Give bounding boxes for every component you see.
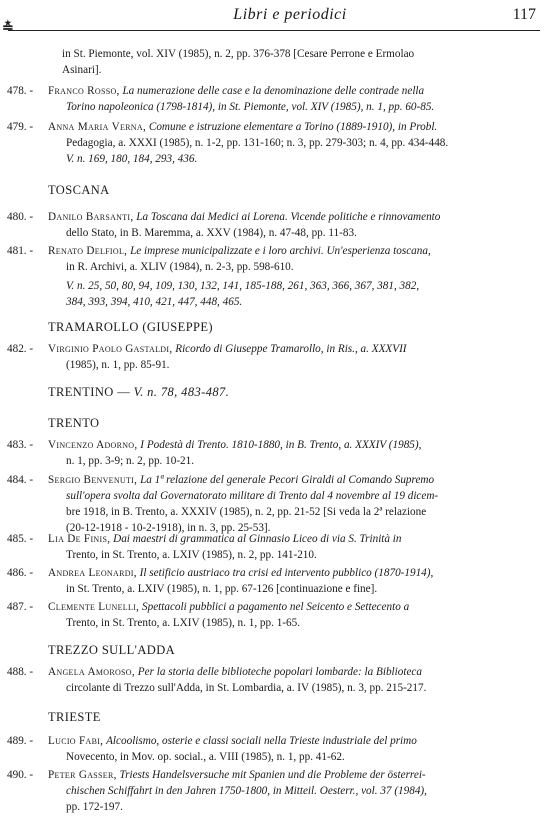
entry-number: 482. - [7,343,34,355]
entry-line: Trento, in St. Trento, a. LXIV (1985), n. 1, pp. 1-65. [66,617,301,629]
entry-line: Asinari]. [62,64,102,76]
entry-number: 483. - [7,439,34,451]
entry-line: Torino napoleonica (1798-1814), in St. Piemonte, vol. XIV (1985), n. 1, pp. 60-85. [66,101,435,113]
entry-line: Il setificio austriaco tra crisi ed intervento pubblico (1870-1914), [139,567,434,579]
entry-author: Clemente Lunelli, [48,601,140,613]
see-also: 384, 393, 394, 410, 421, 447, 448, 465. [66,296,243,308]
entry-line: (1985), n. 1, pp. 85-91. [66,359,170,371]
entry-line: (20-12-1918 - 10-2-1918), in n. 3, pp. 25-53]. [66,522,271,534]
entry-number: 487. - [7,601,34,613]
section-heading-trieste: TRIESTE [48,710,101,724]
entry-author: Sergio Benvenuti, [48,474,138,486]
entry-line: in St. Trento, a. LXIV (1985), n. 1, pp. 67-126 [continuazione e fine]. [66,583,378,595]
entry-author: Peter Gasser, [48,769,117,781]
entry-number: 481. - [7,245,34,257]
entry-line: Spettacoli pubblici a pagamento nel Seicento e Settecento a [142,601,410,613]
margin-mark: ≛ [2,21,14,36]
entry-line: La numerazione delle case e la denominazione delle contrade nella [122,85,425,97]
entry-line: Le imprese municipalizzate e i loro archivi. Un'esperienza toscana, [130,245,431,257]
entry-line: I Podestà di Trento. 1810-1880, in B. Trento, a. XXXIV (1985), [140,439,422,451]
entry-number: 486. - [7,567,34,579]
entry-line: bre 1918, in B. Trento, a. XXXIV (1985), n. 2, pp. 21-52 [Si veda la 2ª relazione [66,506,427,518]
see-also: V. n. 25, 50, 80, 94, 109, 130, 132, 141, 185-188, 261, 363, 366, 367, 381, 382, [66,280,420,292]
entry-line: La Toscana dai Medici ai Lorena. Vicende politiche e rinnovamento [136,211,441,223]
see-also: V. n. 78, 483-487. [133,385,230,399]
entry-line: sull'opera svolta dal Governatorato militare di Trento dal 4 novembre al 19 dicem- [66,490,439,502]
entry-author: Renato Delfiol, [48,245,128,257]
entry-line: circolante di Trezzo sull'Adda, in St. Lombardia, a. IV (1985), n. 3, pp. 215-217. [66,682,427,694]
entry-author: Lucio Fabi, [48,735,104,747]
entry-author: Andrea Leonardi, [48,567,137,579]
entry-number: 488. - [7,666,34,678]
entry-number: 478. - [7,85,34,97]
entry-line: Trento, in St. Trento, a. LXIV (1985), n. 2, pp. 141-210. [66,549,317,561]
entry-line: Per la storia delle biblioteche popolari lombarde: la Biblioteca [137,666,422,678]
entry-line: La 1ª relazione del generale Pecori Giraldi al Comando Supremo [140,474,435,486]
entry-line: Alcoolismo, osterie e classi sociali nella Trieste industriale del primo [106,735,417,747]
entry-author: Virginio Paolo Gastaldi, [48,343,173,355]
section-heading-toscana: TOSCANA [48,183,110,197]
entry-line: n. 1, pp. 3-9; n. 2, pp. 10-21. [66,455,195,467]
entry-author: Angela Amoroso, [48,666,135,678]
entry-author: Danilo Barsanti, [48,211,134,223]
entry-line: Comune e istruzione elementare a Torino (1889-1910), in Probl. [148,121,438,133]
section-heading-trentino [48,385,229,400]
entry-number: 489. - [7,735,34,747]
entry-author: Vincenzo Adorno, [48,439,138,451]
entry-number: 484. - [7,474,34,486]
section-heading-trento: TRENTO [48,416,100,430]
entry-line: Pedagogia, a. XXXI (1985), n. 1-2, pp. 131-160; n. 3, pp. 279-303; n. 4, pp. 434-448. [66,137,449,149]
section-label: TRENTINO — [48,385,131,399]
entry-number: 480. - [7,211,34,223]
running-title: Libri e periodici [233,6,347,23]
entry-line: Triests Handelsversuche mit Spanien und die Probleme der österrei- [119,769,426,781]
entry-line: pp. 172-197. [66,801,123,813]
entry-line: Ricordo di Giuseppe Tramarollo, in Ris., a. XXXVII [175,343,407,355]
entry-author: Lia De Finis, [48,533,111,545]
entry-line: dello Stato, in B. Maremma, a. XXV (1984), n. 47-48, pp. 11-83. [66,227,357,239]
entry-number: 479. - [7,121,34,133]
entry-author: Anna Maria Verna, [48,121,147,133]
entry-line: chischen Schiffahrt in den Jahren 1750-1800, in Mitteil. Oesterr., vol. 37 (1984), [66,785,427,797]
see-also: V. n. 169, 180, 184, 293, 436. [66,153,198,165]
entry-line: Dai maestri di grammatica al Ginnasio Liceo di via S. Trinità in [113,533,402,545]
page-number: 117 [512,6,536,23]
section-heading-tramarollo: TRAMAROLLO (GIUSEPPE) [48,320,213,334]
entry-line: in St. Piemonte, vol. XIV (1985), n. 2, pp. 376-378 [Cesare Perrone e Ermolao [62,48,415,60]
entry-author: Franco Rosso, [48,85,120,97]
entry-number: 485. - [7,533,34,545]
entry-line: in R. Archivi, a. XLIV (1984), n. 2-3, pp. 598-610. [66,261,294,273]
entry-number: 490. - [7,769,34,781]
entry-line: Novecento, in Mov. op. social., a. VIII (1985), n. 1, pp. 41-62. [66,751,345,763]
section-heading-trezzo: TREZZO SULL'ADDA [48,643,176,657]
